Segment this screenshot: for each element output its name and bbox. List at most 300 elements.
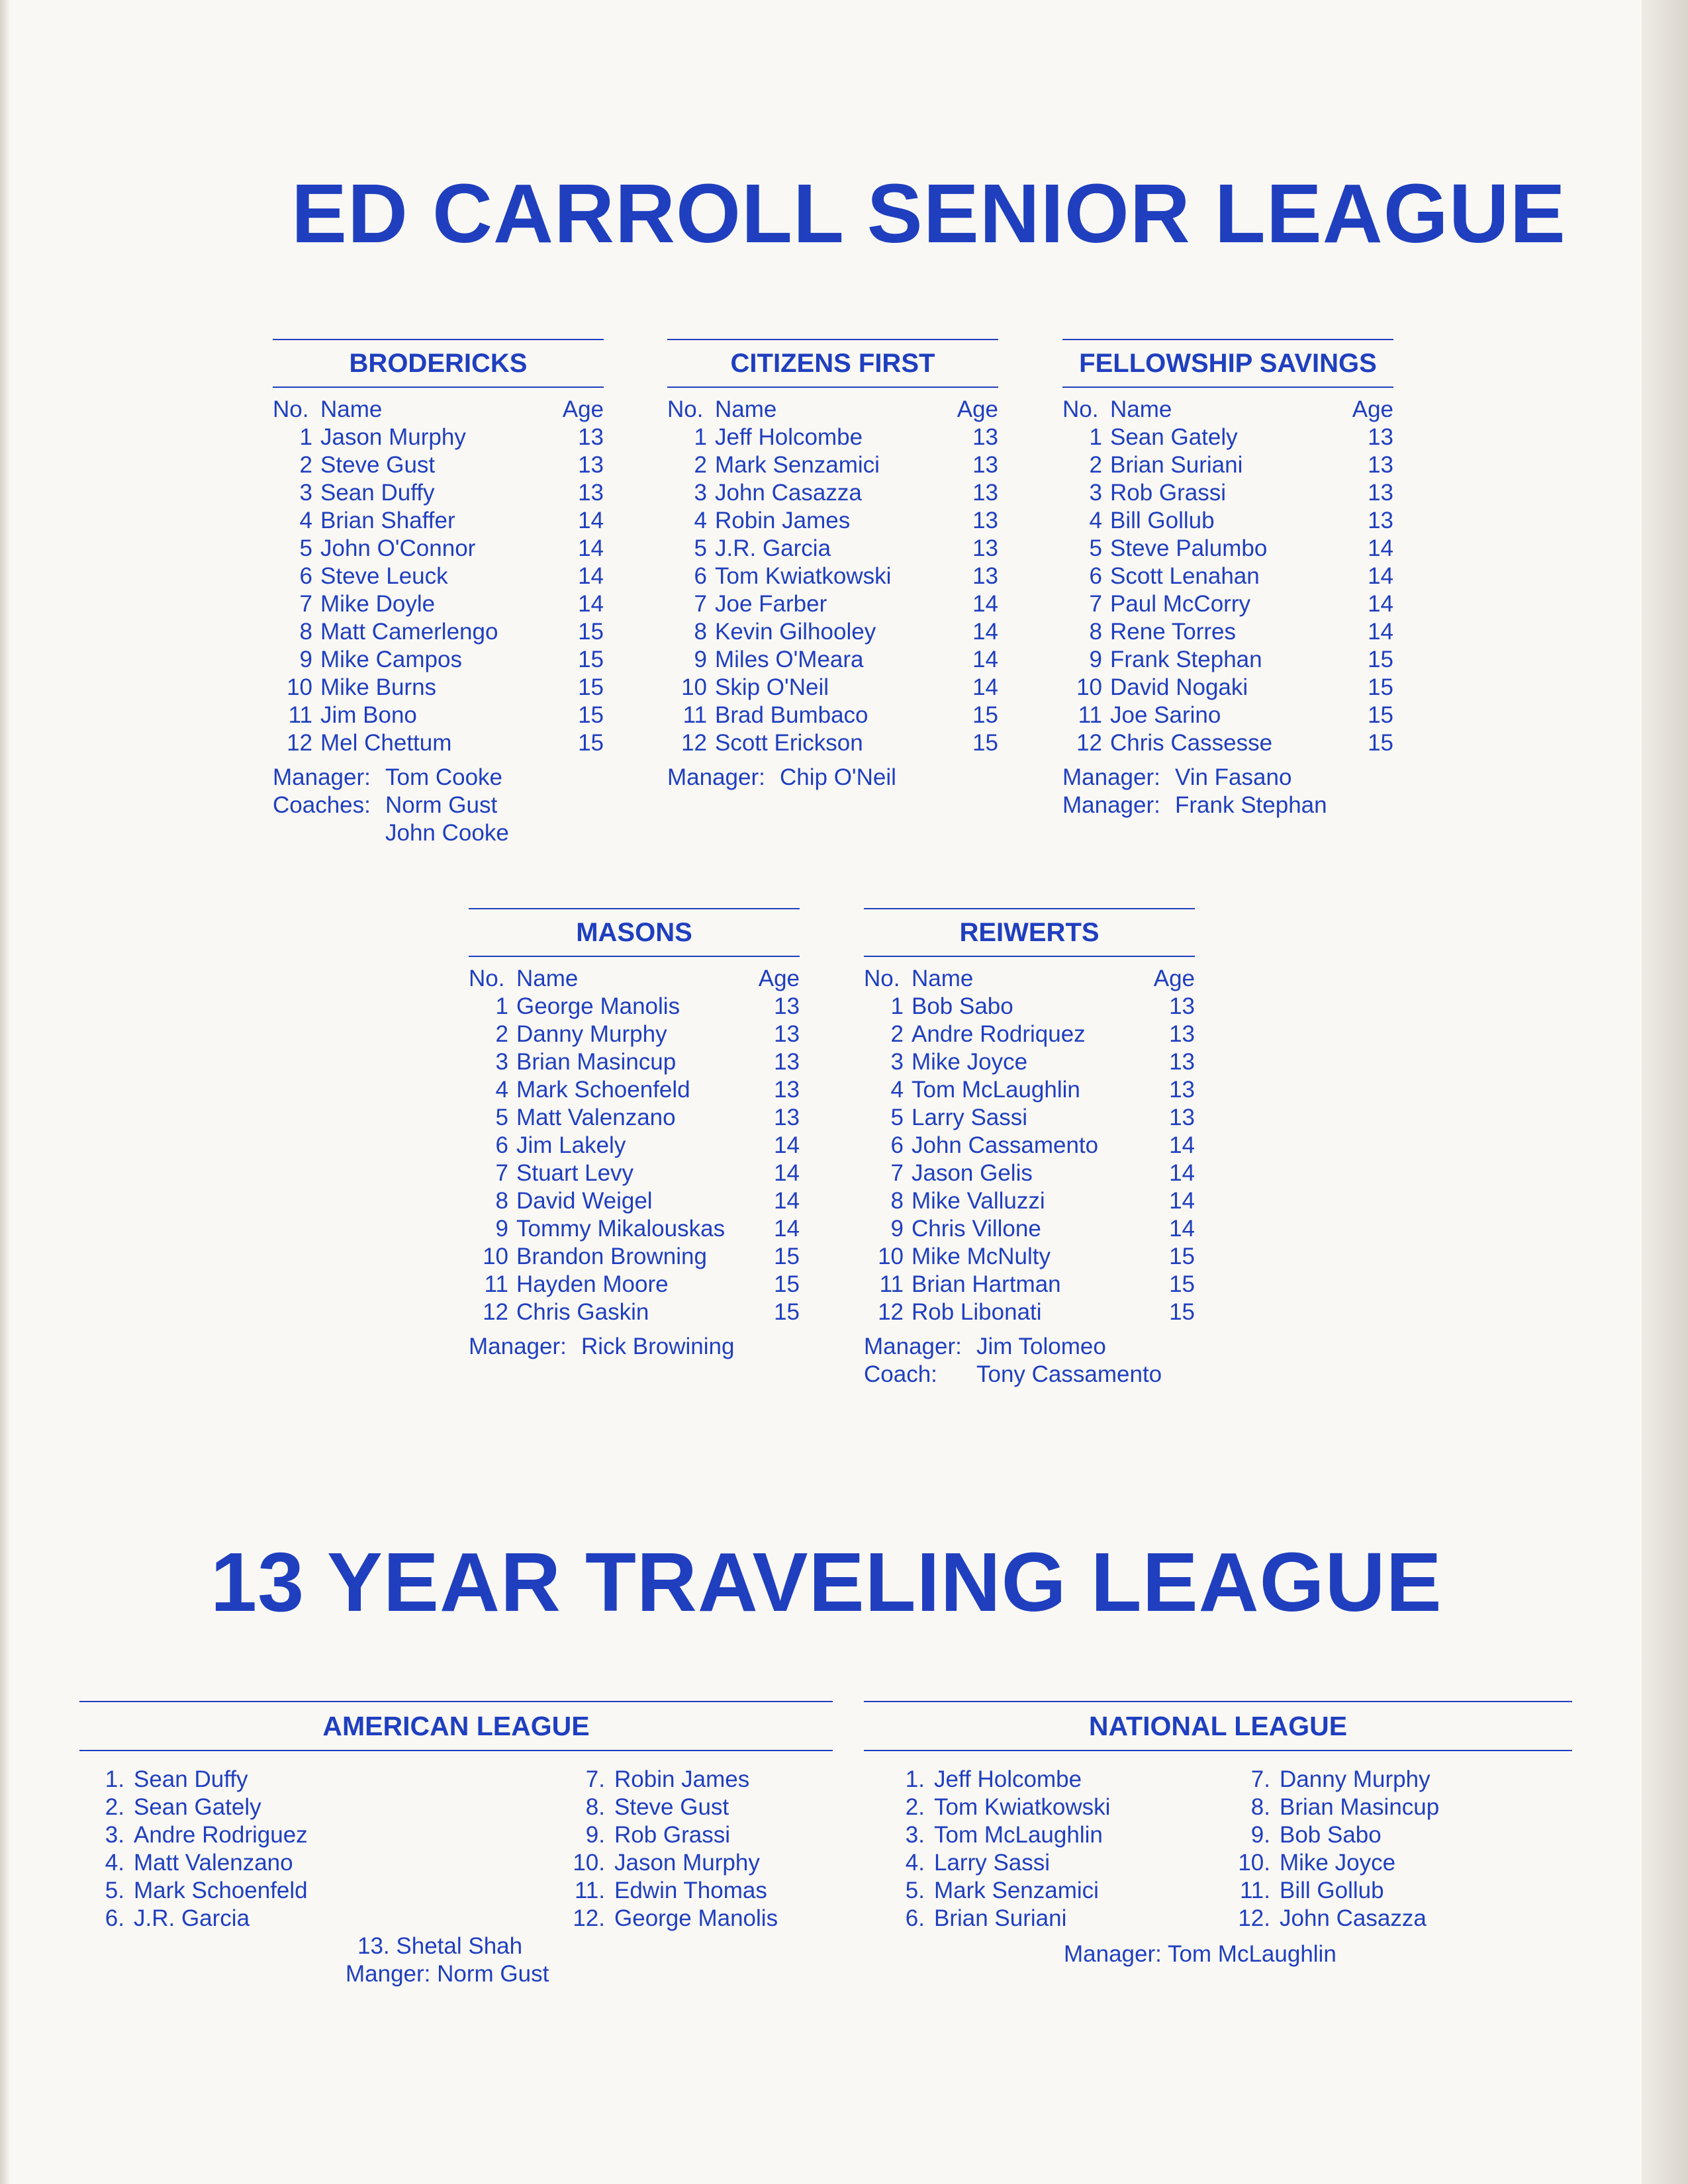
player-name: John O'Connor <box>320 535 476 561</box>
player-row <box>667 479 998 507</box>
col-label-no: No. <box>1062 396 1099 422</box>
player-age: 13 <box>1169 993 1195 1019</box>
league-player-row <box>1235 1905 1439 1933</box>
player-name: Chris Villone <box>912 1216 1041 1242</box>
league-player-name: Andre Rodriguez <box>134 1822 308 1848</box>
player-number: 6 <box>890 1132 904 1158</box>
player-age: 15 <box>578 619 604 645</box>
player-row <box>1062 646 1393 674</box>
player-age: 13 <box>774 1105 800 1130</box>
player-number: 11 <box>682 702 707 728</box>
player-row <box>864 1132 1195 1160</box>
team-roster-masons <box>469 908 800 1361</box>
player-age: 13 <box>1368 424 1393 450</box>
player-row <box>1062 590 1393 618</box>
player-number: 9 <box>890 1216 904 1242</box>
player-age: 15 <box>774 1271 800 1297</box>
player-row <box>469 1187 800 1215</box>
league-player-name: Steve Gust <box>614 1794 729 1820</box>
player-age: 14 <box>1368 535 1393 561</box>
league-player-row <box>901 1905 1110 1933</box>
player-number: 12 <box>878 1299 904 1325</box>
player-name: Mike McNulty <box>912 1244 1051 1269</box>
player-name: Steve Leuck <box>320 563 448 589</box>
american-col-2 <box>569 1766 778 1933</box>
team-roster-reiwerts <box>864 908 1195 1388</box>
league-player-number: 3. <box>905 1822 925 1848</box>
player-number: 10 <box>1076 674 1102 700</box>
player-name: Hayden Moore <box>516 1271 669 1297</box>
league-player-name: Sean Gately <box>134 1794 261 1820</box>
player-age: 15 <box>774 1299 800 1325</box>
extra-name: Shetal Shah <box>396 1933 523 1959</box>
player-row <box>667 646 998 674</box>
player-name: Joe Sarino <box>1110 702 1221 728</box>
american-extra-player <box>357 1933 522 1960</box>
league-player-row <box>1235 1794 1439 1821</box>
player-age: 13 <box>1169 1021 1195 1047</box>
player-age: 14 <box>1169 1132 1195 1158</box>
player-name: Rene Torres <box>1110 619 1237 645</box>
player-row <box>864 1298 1195 1326</box>
player-age: 14 <box>972 591 998 617</box>
player-age: 15 <box>578 702 604 728</box>
league-player-name: Danny Murphy <box>1280 1766 1430 1792</box>
col-label-age: Age <box>562 396 604 422</box>
league-player-row <box>1235 1877 1439 1905</box>
league-player-name: Larry Sassi <box>934 1850 1051 1876</box>
player-number: 2 <box>890 1021 904 1047</box>
col-label-no: No. <box>864 966 900 991</box>
player-row <box>469 1298 800 1326</box>
league-player-number: 7. <box>585 1766 605 1792</box>
player-number: 7 <box>1089 591 1102 617</box>
player-age: 14 <box>1368 619 1393 645</box>
league-player-row <box>569 1766 778 1794</box>
player-name: Brian Suriani <box>1110 452 1243 478</box>
player-row <box>273 451 604 479</box>
staff-role: Manager: <box>864 1334 962 1359</box>
player-name: Larry Sassi <box>912 1105 1028 1130</box>
league-player-name: Jason Murphy <box>614 1850 760 1876</box>
league-player-name: Tom Kwiatkowski <box>934 1794 1111 1820</box>
league-player-number: 3. <box>105 1822 124 1848</box>
player-age: 13 <box>1368 452 1393 478</box>
player-row <box>864 1104 1195 1132</box>
player-number: 2 <box>495 1021 508 1047</box>
player-row <box>1062 618 1393 646</box>
league-player-number: 1. <box>105 1766 124 1792</box>
player-name: Scott Erickson <box>715 730 863 756</box>
player-number: 12 <box>483 1299 508 1325</box>
player-number: 11 <box>288 702 312 728</box>
player-number: 2 <box>694 452 707 478</box>
player-name: Steve Gust <box>320 452 436 478</box>
player-name: Stuart Levy <box>516 1160 634 1186</box>
player-name: Tom Kwiatkowski <box>715 563 892 589</box>
player-age: 14 <box>774 1188 800 1214</box>
player-age: 13 <box>1169 1077 1195 1103</box>
player-row <box>667 702 998 729</box>
player-name: Mike Valluzzi <box>912 1188 1045 1214</box>
league-player-number: 2. <box>905 1794 925 1820</box>
player-age: 15 <box>1368 647 1393 672</box>
staff-role: Manager: <box>469 1334 567 1359</box>
league-player-number: 10. <box>573 1850 605 1876</box>
player-number: 8 <box>694 619 707 645</box>
player-number: 10 <box>483 1244 508 1269</box>
player-number: 3 <box>890 1049 904 1075</box>
league-player-number: 9. <box>585 1822 605 1848</box>
league-player-row <box>1235 1766 1439 1794</box>
player-name: Paul McCorry <box>1110 591 1250 617</box>
staff-name: Chip O'Neil <box>780 764 896 790</box>
team-staff <box>864 1333 1195 1388</box>
league-player-row <box>101 1766 308 1794</box>
league-player-row <box>101 1877 308 1905</box>
staff-role: Coaches: <box>273 792 371 818</box>
league-player-number: 1. <box>905 1766 925 1792</box>
league-name: NATIONAL LEAGUE <box>864 1702 1572 1751</box>
page-edge <box>1642 0 1688 2184</box>
player-number: 5 <box>890 1105 904 1130</box>
player-name: Skip O'Neil <box>715 674 829 700</box>
player-number: 9 <box>694 647 707 672</box>
league-player-name: Mark Senzamici <box>934 1878 1099 1903</box>
team-name: MASONS <box>469 909 800 957</box>
player-name: Brandon Browning <box>516 1244 707 1269</box>
roster-header <box>1062 396 1393 424</box>
player-number: 1 <box>890 993 904 1019</box>
league-player-number: 5. <box>905 1878 925 1903</box>
player-age: 15 <box>578 674 604 700</box>
player-age: 14 <box>1169 1160 1195 1186</box>
team-name: BRODERICKS <box>273 340 604 388</box>
roster-header <box>864 965 1195 993</box>
traveling-league-title: 13 YEAR TRAVELING LEAGUE <box>211 1535 1442 1629</box>
league-player-row <box>569 1905 778 1933</box>
player-age: 13 <box>578 424 604 450</box>
player-name: John Casazza <box>715 480 862 506</box>
player-age: 14 <box>1169 1188 1195 1214</box>
league-player-number: 8. <box>585 1794 605 1820</box>
player-number: 12 <box>1076 730 1102 756</box>
player-age: 15 <box>578 730 604 756</box>
team-staff <box>273 764 604 847</box>
col-label-age: Age <box>758 966 800 991</box>
league-player-name: Brian Masincup <box>1280 1794 1440 1820</box>
player-row <box>1062 702 1393 729</box>
staff-name: Tony Cassamento <box>976 1361 1162 1387</box>
player-age: 13 <box>972 424 998 450</box>
col-label-no: No. <box>273 396 309 422</box>
player-number: 9 <box>1089 647 1102 672</box>
league-player-number: 6. <box>105 1905 124 1931</box>
staff-role: Manager: <box>667 764 765 790</box>
player-row <box>864 1021 1195 1048</box>
team-staff <box>667 764 998 792</box>
player-name: Matt Valenzano <box>516 1105 676 1130</box>
player-row <box>1062 424 1393 451</box>
player-number: 6 <box>694 563 707 589</box>
player-age: 14 <box>578 535 604 561</box>
player-name: Steve Palumbo <box>1110 535 1268 561</box>
player-age: 15 <box>1368 674 1393 700</box>
staff-line <box>273 764 604 792</box>
league-player-row <box>101 1849 308 1877</box>
player-name: Jim Bono <box>320 702 417 728</box>
player-age: 15 <box>972 730 998 756</box>
player-name: Chris Gaskin <box>516 1299 649 1325</box>
staff-role: Manager: <box>1062 792 1160 818</box>
col-label-name: Name <box>912 966 974 991</box>
player-row <box>864 1215 1195 1243</box>
extra-number: 13. <box>357 1933 390 1959</box>
player-age: 13 <box>1169 1049 1195 1075</box>
player-row <box>1062 563 1393 590</box>
binding-spine <box>0 0 9 2184</box>
player-age: 13 <box>972 480 998 506</box>
player-age: 14 <box>972 674 998 700</box>
col-label-name: Name <box>715 396 777 422</box>
american-league <box>79 1701 833 1992</box>
team-name: REIWERTS <box>864 909 1195 957</box>
player-row <box>469 1021 800 1048</box>
league-player-number: 7. <box>1250 1766 1270 1792</box>
league-player-number: 12. <box>1238 1905 1270 1931</box>
league-player-name: Edwin Thomas <box>614 1878 767 1903</box>
staff-name: John Cooke <box>385 820 509 846</box>
player-number: 3 <box>299 480 312 506</box>
player-age: 15 <box>972 702 998 728</box>
player-row <box>667 424 998 451</box>
player-row <box>864 1271 1195 1298</box>
league-player-row <box>569 1821 778 1849</box>
player-name: Brad Bumbaco <box>715 702 868 728</box>
league-player-name: George Manolis <box>614 1905 778 1931</box>
staff-role <box>273 819 385 847</box>
player-number: 5 <box>495 1105 508 1130</box>
player-number: 4 <box>299 508 312 533</box>
player-name: Sean Gately <box>1110 424 1238 450</box>
player-row <box>667 729 998 757</box>
player-name: David Weigel <box>516 1188 653 1214</box>
player-row <box>1062 479 1393 507</box>
player-number: 8 <box>495 1188 508 1214</box>
league-player-row <box>1235 1821 1439 1849</box>
player-number: 11 <box>484 1271 508 1297</box>
player-name: Andre Rodriquez <box>912 1021 1086 1047</box>
league-player-number: 11. <box>1239 1878 1270 1903</box>
player-row <box>667 507 998 535</box>
player-age: 15 <box>1169 1271 1195 1297</box>
col-label-name: Name <box>516 966 579 991</box>
player-number: 8 <box>299 619 312 645</box>
league-player-name: Matt Valenzano <box>134 1850 293 1876</box>
league-player-row <box>901 1849 1110 1877</box>
player-name: Scott Lenahan <box>1110 563 1260 589</box>
player-row <box>469 993 800 1021</box>
team-name: FELLOWSHIP SAVINGS <box>1062 340 1393 388</box>
staff-line <box>1062 764 1393 792</box>
player-age: 13 <box>1368 508 1393 533</box>
player-number: 12 <box>681 730 707 756</box>
player-number: 12 <box>287 730 312 756</box>
team-staff <box>469 1333 800 1361</box>
player-row <box>667 590 998 618</box>
player-row <box>667 451 998 479</box>
player-age: 14 <box>972 647 998 672</box>
league-player-row <box>901 1821 1110 1849</box>
player-name: Bob Sabo <box>912 993 1013 1019</box>
player-row <box>273 424 604 451</box>
player-row <box>273 729 604 757</box>
team-roster-fellowship-savings <box>1062 339 1393 819</box>
player-number: 1 <box>1089 424 1102 450</box>
player-name: Mark Senzamici <box>715 452 880 478</box>
player-number: 10 <box>878 1244 904 1269</box>
player-row <box>1062 535 1393 563</box>
player-name: John Cassamento <box>912 1132 1099 1158</box>
player-number: 1 <box>495 993 508 1019</box>
player-row <box>864 1187 1195 1215</box>
league-player-name: Tom McLaughlin <box>934 1822 1103 1848</box>
national-league <box>864 1701 1572 1992</box>
player-row <box>1062 729 1393 757</box>
player-age: 15 <box>1169 1299 1195 1325</box>
player-age: 13 <box>774 1021 800 1047</box>
player-row <box>273 646 604 674</box>
staff-name: Jim Tolomeo <box>976 1334 1106 1359</box>
col-label-no: No. <box>469 966 505 991</box>
league-player-row <box>569 1794 778 1821</box>
player-number: 5 <box>299 535 312 561</box>
player-age: 13 <box>774 1077 800 1103</box>
player-number: 2 <box>1089 452 1102 478</box>
player-name: Tom McLaughlin <box>912 1077 1080 1103</box>
league-player-name: Robin James <box>614 1766 750 1792</box>
player-age: 15 <box>1368 702 1393 728</box>
player-name: Sean Duffy <box>320 480 435 506</box>
team-name: CITIZENS FIRST <box>667 340 998 388</box>
player-row <box>667 535 998 563</box>
player-row <box>273 590 604 618</box>
player-name: Jason Murphy <box>320 424 466 450</box>
player-name: Jim Lakely <box>516 1132 626 1158</box>
player-row <box>469 1271 800 1298</box>
player-number: 3 <box>694 480 707 506</box>
player-age: 13 <box>774 993 800 1019</box>
player-number: 10 <box>681 674 707 700</box>
player-name: Frank Stephan <box>1110 647 1262 672</box>
player-row <box>469 1076 800 1104</box>
player-number: 5 <box>694 535 707 561</box>
league-player-number: 8. <box>1250 1794 1270 1820</box>
team-roster-brodericks <box>273 339 604 847</box>
staff-role: Manager: <box>1062 764 1160 790</box>
league-player-number: 4. <box>905 1850 925 1876</box>
player-age: 13 <box>1368 480 1393 506</box>
league-player-number: 6. <box>905 1905 925 1931</box>
player-age: 15 <box>774 1244 800 1269</box>
player-name: Mel Chettum <box>320 730 452 756</box>
league-player-number: 12. <box>573 1905 605 1931</box>
player-number: 2 <box>299 452 312 478</box>
player-row <box>469 1104 800 1132</box>
player-number: 9 <box>495 1216 508 1242</box>
player-number: 4 <box>495 1077 508 1103</box>
player-row <box>273 507 604 535</box>
league-player-name: Bob Sabo <box>1280 1822 1382 1848</box>
player-number: 6 <box>495 1132 508 1158</box>
player-name: Mike Campos <box>320 647 462 672</box>
player-name: Brian Hartman <box>912 1271 1061 1297</box>
player-age: 13 <box>774 1049 800 1075</box>
player-name: Robin James <box>715 508 851 533</box>
player-name: Mike Burns <box>320 674 437 700</box>
american-col-1 <box>101 1766 308 1933</box>
player-name: David Nogaki <box>1110 674 1248 700</box>
national-manager: Manager: Tom McLaughlin <box>1064 1941 1336 1967</box>
player-number: 7 <box>495 1160 508 1186</box>
player-row <box>273 674 604 702</box>
player-name: Bill Gollub <box>1110 508 1215 533</box>
player-name: Danny Murphy <box>516 1021 667 1047</box>
player-age: 14 <box>578 591 604 617</box>
team-roster-citizens-first <box>667 339 998 792</box>
col-label-age: Age <box>1153 966 1195 991</box>
national-col-2 <box>1235 1766 1439 1933</box>
player-name: Mark Schoenfeld <box>516 1077 690 1103</box>
league-player-number: 11. <box>574 1878 605 1903</box>
player-age: 13 <box>972 535 998 561</box>
player-number: 3 <box>1089 480 1102 506</box>
player-age: 14 <box>1169 1216 1195 1242</box>
league-player-row <box>569 1849 778 1877</box>
league-player-number: 4. <box>105 1850 124 1876</box>
player-number: 4 <box>890 1077 904 1103</box>
player-row <box>864 993 1195 1021</box>
player-name: Jeff Holcombe <box>715 424 863 450</box>
player-age: 14 <box>578 563 604 589</box>
col-label-name: Name <box>320 396 383 422</box>
col-label-age: Age <box>957 396 998 422</box>
league-player-row <box>569 1877 778 1905</box>
player-age: 15 <box>1368 730 1393 756</box>
player-number: 4 <box>694 508 707 533</box>
senior-league-title: ED CARROLL SENIOR LEAGUE <box>291 167 1566 260</box>
player-name: George Manolis <box>516 993 680 1019</box>
roster-header <box>667 396 998 424</box>
league-player-row <box>901 1766 1110 1794</box>
player-name: Jason Gelis <box>912 1160 1033 1186</box>
league-player-row <box>901 1877 1110 1905</box>
roster-header <box>469 965 800 993</box>
player-name: Kevin Gilhooley <box>715 619 876 645</box>
player-row <box>864 1243 1195 1271</box>
national-col-1 <box>901 1766 1110 1933</box>
player-age: 14 <box>774 1132 800 1158</box>
player-row <box>273 618 604 646</box>
player-name: Mike Doyle <box>320 591 436 617</box>
player-name: Tommy Mikalouskas <box>516 1216 726 1242</box>
player-name: Brian Shaffer <box>320 508 455 533</box>
player-name: Miles O'Meara <box>715 647 864 672</box>
player-row <box>273 563 604 590</box>
staff-name: Vin Fasano <box>1175 764 1292 790</box>
player-name: Matt Camerlengo <box>320 619 498 645</box>
player-age: 13 <box>972 452 998 478</box>
